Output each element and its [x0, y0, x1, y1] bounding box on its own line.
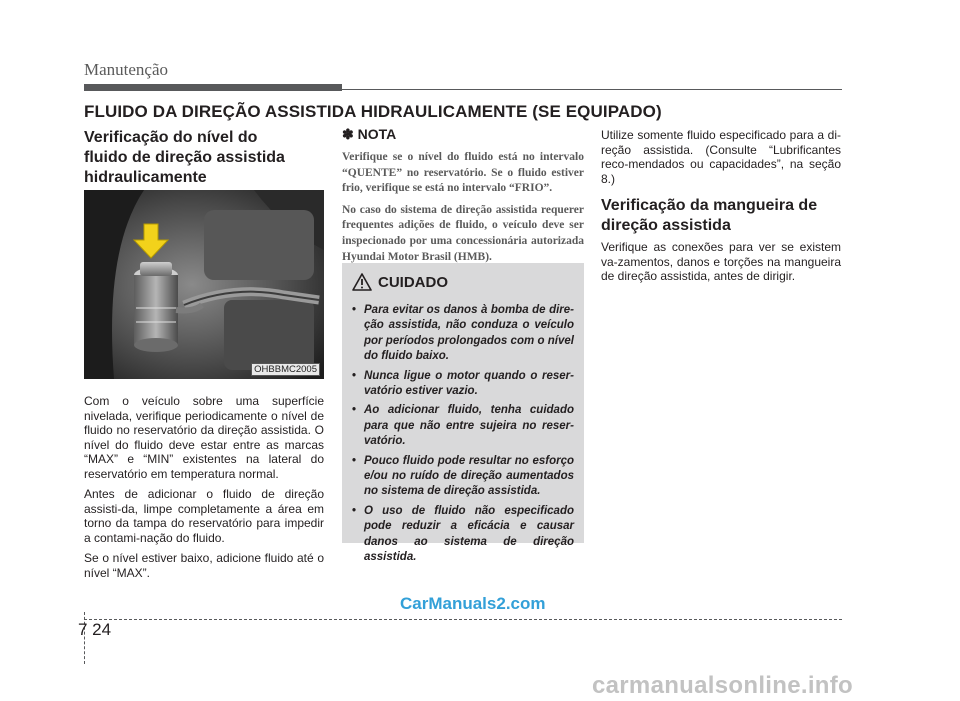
caution-box: [342, 263, 584, 564]
caution-item-text: Ao adicionar fluido, tenha cuidado para que não entre sujeira no reser-vatório.: [364, 404, 574, 448]
reservoir-photo: [84, 190, 324, 379]
caution-item: • Nunca ligue o motor quando o reser-vatório estiver vazio.: [352, 369, 574, 398]
engine-bay-illustration: [84, 190, 324, 379]
note-body: [342, 150, 584, 271]
caution-list: [342, 303, 584, 570]
heading-line: Verificação da mangueira de: [601, 197, 818, 214]
col3-body: Verifique as conexões para ver se existem va-zamentos, danos e torções na mangueira de direção assistida, antes de dirigir.: [601, 240, 841, 283]
watermark-carmanualsonline: carmanualsonline.info: [592, 672, 854, 699]
page-number: 7 24: [78, 620, 112, 639]
paragraph: Se o nível estiver baixo, adicione fluido até o nível “MAX”.: [84, 551, 324, 580]
heading-line: fluido de direção assistida: [84, 149, 285, 166]
heading-hose-check: [601, 196, 841, 236]
header-rule-thick: [84, 84, 342, 91]
caution-item: • O uso de fluido não especificado pode reduzir a eficácia e causar danos ao sistema de direção assistida.: [352, 504, 574, 564]
caution-item-text: Pouco fluido pode resultar no esforço e/ou no ruído de direção aumentados no sistema de direção assistida.: [364, 454, 574, 498]
caution-title: CUIDADO: [378, 273, 448, 291]
watermark-carmanuals2[interactable]: CarManuals2.com: [400, 594, 546, 613]
note-paragraph: No caso do sistema de direção assistida requerer frequentes adições de fluido, o veículo deve ser inspecionado por uma concessionária autorizada Hyundai Motor Brasil (HMB).: [342, 203, 584, 263]
caution-item: • Ao adicionar fluido, tenha cuidado para que não entre sujeira no reser-vatório.: [352, 404, 574, 448]
heading-fluid-level: [84, 128, 334, 188]
page-title: FLUIDO DA DIREÇÃO ASSISTIDA HIDRAULICAMENTE (SE EQUIPADO): [84, 102, 662, 121]
image-code: OHBBMC2005: [251, 363, 320, 376]
paragraph: Antes de adicionar o fluido de direção assisti-da, limpe completamente a área em torno da tampa do reservatório para impedir a contami-nação do fluido.: [84, 487, 324, 545]
note-paragraph: Verifique se o nível do fluido está no intervalo “QUENTE” no reservatório. Se o fluido estiver frio, verifique se está no intervalo “FRIO”.: [342, 151, 584, 195]
caution-item: • Pouco fluido pode resultar no esforço e/ou no ruído de direção aumentados no sistema de direção assistida.: [352, 454, 574, 498]
col3-intro: Utilize somente fluido especificado para a di-reção assistida. (Consulte “Lubrificantes reco-mendados ou capacidades”, na seção 8.): [601, 128, 841, 186]
heading-line: direção assistida: [601, 217, 731, 234]
footer-rule: [84, 619, 842, 620]
heading-line: hidraulicamente: [84, 169, 207, 186]
header-rule-thin: [342, 89, 842, 90]
warning-triangle-icon: [352, 273, 372, 291]
heading-line: Verificação do nível do: [84, 129, 258, 146]
col1-body: [84, 394, 324, 586]
caution-header: [352, 273, 448, 291]
note-title: ✽ NOTA: [342, 126, 397, 142]
caution-item-text: Nunca ligue o motor quando o reser-vatório estiver vazio.: [364, 369, 574, 398]
section-label: Manutenção: [84, 60, 169, 79]
caution-item-text: O uso de fluido não especificado pode reduzir a eficácia e causar danos ao sistema de direção assistida.: [364, 504, 574, 564]
caution-item: • Para evitar os danos à bomba de dire-ção assistida, não conduza o veículo por períodos prolongados com o nível do fluido baixo.: [352, 304, 574, 363]
paragraph: Com o veículo sobre uma superfície nivelada, verifique periodicamente o nível de fluido no reservatório da direção assistida. O nível do fluido deve estar entre as marcas “MAX” e “MIN” existentes na lateral do reservatório em temperatura normal.: [84, 394, 324, 481]
caution-item-text: Para evitar os danos à bomba de dire-ção assistida, não conduza o veículo por períodos prolongados com o nível do fluido baixo.: [364, 304, 574, 363]
